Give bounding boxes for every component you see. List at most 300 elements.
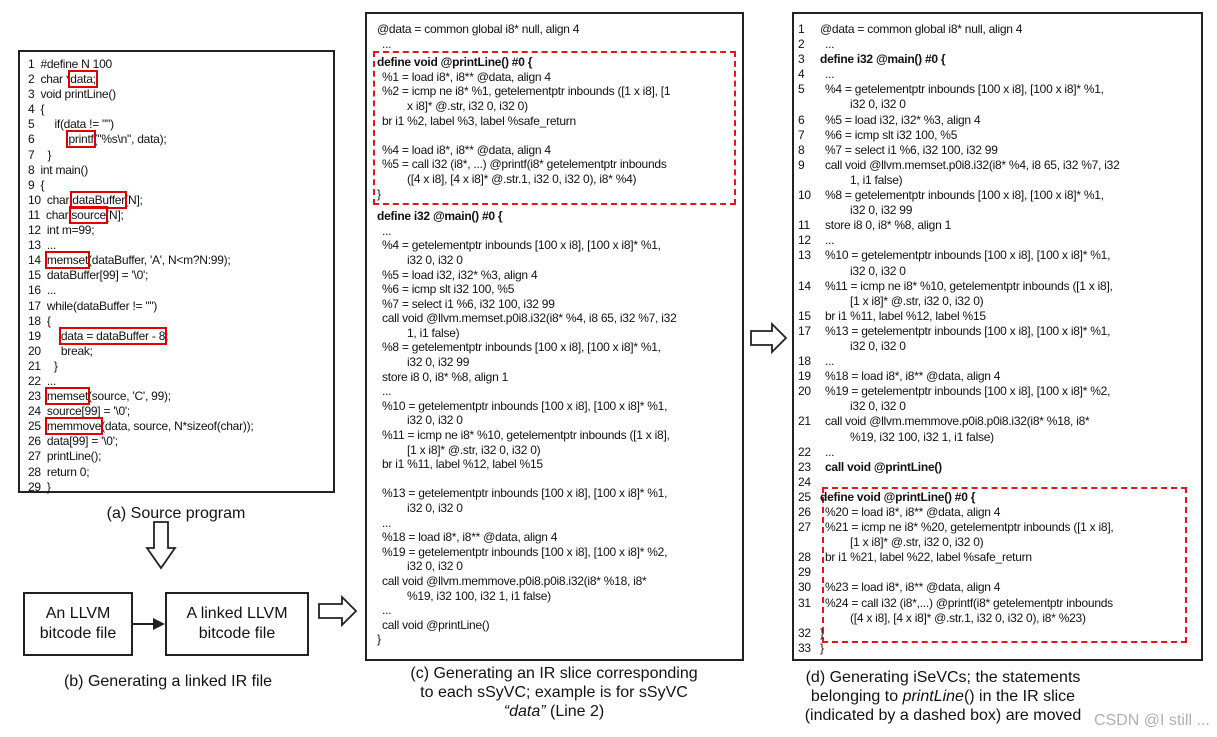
code-text: i32 0, i32 0 — [850, 338, 906, 353]
code-line — [377, 413, 742, 428]
code-text — [47, 480, 51, 494]
code-text — [47, 359, 58, 373]
line-number: 29 — [798, 565, 811, 580]
code-text: %4 = getelementptr inbounds [100 x i8], [100 x i8]* %1, — [382, 238, 661, 253]
code-text — [40, 87, 115, 101]
code-line — [798, 384, 1201, 399]
code-line — [798, 203, 1201, 218]
code-line — [798, 218, 1201, 233]
code-line — [798, 158, 1201, 173]
code-text: ... — [825, 67, 835, 82]
code-line — [798, 445, 1201, 460]
caption-d-line3: (indicated by a dashed box) are moved — [804, 707, 1082, 724]
code-text: %20 = load i8*, i8** @data, align 4 — [825, 505, 1001, 519]
code-text: %1 = load i8*, i8** @data, align 4 — [382, 69, 551, 84]
code-text — [47, 329, 168, 343]
caption-d — [796, 668, 1090, 725]
code-line — [377, 589, 742, 604]
code-line — [28, 419, 333, 434]
code-line — [28, 102, 333, 117]
line-number: 11 — [798, 218, 810, 233]
code-text: ([4 x i8], [4 x i8]* @.str.1, i32 0, i32 0), i8* %4) — [407, 171, 637, 186]
line-number: 3 — [28, 87, 35, 102]
code-line — [377, 114, 742, 129]
code-segment: ; — [165, 328, 169, 343]
code-line — [798, 520, 1201, 535]
line-number: 1 — [798, 22, 805, 36]
code-line — [377, 370, 742, 385]
code-line — [798, 505, 1201, 520]
code-text — [47, 193, 143, 207]
code-text: ... — [382, 36, 392, 51]
code-line — [28, 465, 333, 480]
code-line — [377, 472, 742, 487]
code-text: ... — [825, 233, 835, 248]
code-segment: } — [47, 147, 52, 162]
llvm-bitcode-box — [23, 592, 133, 656]
line-number: 15 — [798, 308, 811, 323]
code-line — [377, 282, 742, 297]
code-text: @data = common global i8* null, align 4 — [820, 22, 1023, 36]
line-number: 25 — [28, 419, 41, 434]
line-number: 26 — [28, 434, 41, 449]
code-text — [46, 208, 124, 222]
code-line — [798, 233, 1201, 248]
line-number: 1 — [28, 57, 35, 71]
code-text: %18 = load i8*, i8** @data, align 4 — [825, 369, 1001, 384]
code-text — [47, 389, 171, 403]
code-segment: (dataBuffer, 'A', N<m?N:99); — [88, 253, 231, 268]
line-number: 14 — [28, 253, 41, 268]
code-text: %8 = getelementptr inbounds [100 x i8], [100 x i8]* %1, — [825, 188, 1104, 203]
code-text — [40, 178, 44, 192]
code-text — [47, 344, 93, 358]
highlighted-token: data; — [70, 72, 96, 87]
code-line — [377, 457, 742, 472]
code-text: call void @llvm.memset.p0i8.i32(i8* %4, i8 65, i32 %7, i32 — [825, 157, 1120, 172]
code-line — [798, 173, 1201, 188]
caption-c-line2: to each sSyVC; example is for sSyVC — [420, 684, 688, 701]
code-segment: [N]; — [124, 192, 143, 207]
llvm-bitcode-label: An LLVM bitcode file — [39, 605, 117, 642]
code-line — [798, 354, 1201, 369]
code-line — [798, 641, 1201, 656]
code-line — [798, 550, 1201, 565]
code-text: i32 0, i32 99 — [407, 355, 470, 370]
right-open-arrow-icon — [318, 596, 358, 626]
code-line — [377, 384, 742, 399]
code-text: i32 0, i32 0 — [407, 252, 463, 267]
code-line — [28, 389, 333, 404]
code-text — [47, 253, 231, 267]
line-number: 20 — [28, 343, 41, 358]
line-number: 18 — [798, 354, 811, 369]
code-line — [28, 329, 333, 344]
code-line — [377, 574, 742, 589]
code-line — [377, 297, 742, 312]
line-number: 28 — [798, 550, 811, 565]
code-text: call void @llvm.memmove.p0i8.p0i8.i32(i8* %18, i8* — [382, 573, 647, 588]
line-number: 24 — [798, 474, 811, 489]
code-text: x i8]* @.str, i32 0, i32 0) — [407, 98, 528, 113]
code-line — [798, 580, 1201, 595]
code-text: %7 = select i1 %6, i32 100, i32 99 — [825, 142, 998, 157]
code-text: %21 = icmp ne i8* %20, getelementptr inbounds ([1 x i8], — [825, 520, 1114, 535]
code-segment: ... — [46, 238, 57, 253]
code-segment: ... — [46, 373, 57, 388]
code-text: %24 = call i32 (i8*,...) @printf(i8* getelementptr inbounds — [825, 595, 1113, 610]
code-line — [798, 294, 1201, 309]
code-line — [798, 490, 1201, 505]
caption-c-line1: (c) Generating an IR slice corresponding — [410, 665, 698, 682]
code-segment: (data, source, N*sizeof(char)); — [101, 419, 254, 434]
code-text: %4 = load i8*, i8** @data, align 4 — [382, 142, 551, 157]
line-number: 21 — [28, 358, 41, 373]
line-number: 12 — [798, 233, 811, 248]
caption-d-pre: belonging to — [810, 688, 903, 705]
line-number: 18 — [28, 313, 41, 328]
code-text — [47, 314, 51, 328]
code-line — [28, 238, 333, 253]
caption-d-line1: (d) Generating iSeVCs; the statements — [805, 669, 1081, 686]
code-segment: dataBuffer[99] = '\0'; — [46, 268, 149, 283]
code-line — [377, 486, 742, 501]
code-text: i32 0, i32 0 — [850, 263, 906, 278]
code-line — [377, 559, 742, 574]
code-text — [47, 465, 89, 479]
code-segment: } — [53, 358, 58, 373]
code-line — [28, 132, 333, 147]
line-number: 12 — [28, 223, 41, 238]
code-text: define i32 @main() #0 { — [820, 52, 946, 67]
code-text: } — [377, 186, 381, 201]
code-line — [798, 113, 1201, 128]
line-number: 6 — [28, 132, 35, 147]
code-text: %18 = load i8*, i8** @data, align 4 — [382, 530, 558, 545]
code-line — [798, 188, 1201, 203]
code-text: ... — [382, 603, 392, 618]
code-line — [798, 279, 1201, 294]
code-text: } — [820, 640, 824, 655]
code-line — [377, 530, 742, 545]
code-text: ... — [382, 223, 392, 238]
code-text: %19, i32 100, i32 1, i1 false) — [407, 588, 551, 603]
code-text — [47, 223, 94, 237]
code-text: define void @printLine() #0 { — [820, 489, 976, 504]
code-line — [798, 128, 1201, 143]
code-text: 1, i1 false) — [407, 325, 460, 340]
isevc-panel — [792, 12, 1203, 661]
line-number: 5 — [798, 82, 805, 97]
line-number: 8 — [28, 162, 35, 177]
code-line — [28, 314, 333, 329]
code-text — [47, 419, 254, 433]
code-line — [28, 163, 333, 178]
caption-c-emphasis: “data” — [503, 703, 546, 720]
code-segment: char — [45, 207, 72, 222]
code-text: %11 = icmp ne i8* %10, getelementptr inbounds ([1 x i8], — [382, 428, 670, 443]
code-segment: return 0; — [46, 464, 90, 479]
code-segment: char * — [40, 72, 71, 87]
code-block — [377, 22, 742, 51]
code-text — [47, 283, 56, 297]
code-block — [798, 22, 1201, 490]
code-segment: source[99] = '\0'; — [46, 404, 130, 419]
code-text: call void @printLine() — [382, 617, 490, 632]
code-line — [377, 143, 742, 158]
watermark: CSDN @I still ... — [1094, 712, 1210, 729]
code-text — [40, 117, 113, 131]
code-text: } — [820, 625, 824, 640]
code-text — [47, 268, 148, 282]
code-line — [377, 238, 742, 253]
code-segment: int main() — [40, 162, 88, 177]
code-line — [377, 428, 742, 443]
code-line — [28, 117, 333, 132]
code-text — [47, 374, 56, 388]
code-text: br i1 %2, label %3, label %safe_return — [382, 113, 576, 128]
ir-slice-panel — [365, 12, 744, 661]
line-number: 13 — [798, 248, 811, 263]
code-line — [28, 374, 333, 389]
code-text: ... — [825, 354, 835, 369]
code-line — [377, 355, 742, 370]
code-line — [28, 404, 333, 419]
code-text: %19, i32 100, i32 1, i1 false) — [850, 429, 994, 444]
code-line — [377, 22, 742, 37]
linked-llvm-bitcode-box — [165, 592, 309, 656]
code-text — [40, 148, 51, 162]
code-text: define i32 @main() #0 { — [377, 209, 503, 224]
line-number: 2 — [798, 37, 805, 52]
dashed-box-printline — [798, 490, 1201, 641]
source-program-panel — [18, 50, 335, 493]
code-text: %6 = icmp slt i32 100, %5 — [382, 282, 515, 297]
code-line — [798, 565, 1201, 580]
caption-c — [374, 664, 734, 721]
caption-b: (b) Generating a linked IR file — [63, 673, 273, 690]
caption-d-post: () in the IR slice — [963, 688, 1076, 705]
highlighted-token: source — [71, 207, 106, 222]
code-line — [28, 253, 333, 268]
code-text: ... — [382, 384, 392, 399]
line-number: 10 — [798, 188, 811, 203]
code-segment: void printLine() — [40, 87, 116, 102]
line-number: 19 — [28, 328, 41, 343]
line-number: 7 — [28, 147, 35, 162]
code-text: br i1 %11, label %12, label %15 — [825, 308, 986, 323]
code-segment: ... — [46, 283, 57, 298]
right-open-arrow-icon — [750, 323, 788, 353]
code-line — [377, 37, 742, 52]
line-number: 21 — [798, 414, 811, 429]
code-line — [798, 339, 1201, 354]
code-line — [377, 501, 742, 516]
code-text: %5 = call i32 (i8*, ...) @printf(i8* getelementptr inbounds — [382, 157, 667, 172]
line-number: 4 — [28, 102, 35, 117]
code-line — [377, 70, 742, 85]
code-line — [798, 596, 1201, 611]
line-number: 14 — [798, 278, 811, 293]
line-number: 23 — [798, 459, 811, 474]
code-line — [377, 326, 742, 341]
code-segment: data[99] = '\0'; — [46, 434, 118, 449]
code-line — [377, 340, 742, 355]
code-line — [377, 618, 742, 633]
line-number: 23 — [28, 389, 41, 404]
code-text: %2 = icmp ne i8* %1, getelementptr inbounds ([1 x i8], [1 — [382, 84, 671, 99]
code-text: ... — [825, 37, 835, 52]
caption-c-line3 — [374, 702, 734, 721]
line-number: 16 — [28, 283, 41, 298]
code-text — [40, 72, 95, 86]
code-text: @data = common global i8* null, align 4 — [377, 22, 580, 36]
code-text: %5 = load i32, i32* %3, align 4 — [382, 267, 538, 282]
code-line — [377, 55, 742, 70]
code-line — [28, 344, 333, 359]
code-text: %11 = icmp ne i8* %10, getelementptr inbounds ([1 x i8], — [825, 278, 1113, 293]
code-segment: } — [46, 479, 51, 494]
line-number: 27 — [28, 449, 41, 464]
line-number: 17 — [28, 298, 41, 313]
code-line — [377, 128, 742, 143]
line-number: 2 — [28, 72, 35, 87]
code-line — [377, 443, 742, 458]
code-line — [798, 143, 1201, 158]
code-line — [28, 223, 333, 238]
code-text: [1 x i8]* @.str, i32 0, i32 0) — [407, 442, 541, 457]
line-number: 24 — [28, 404, 41, 419]
line-number: 26 — [798, 505, 811, 519]
caption-a: (a) Source program — [106, 505, 246, 522]
linked-llvm-bitcode-label: A linked LLVM bitcode file — [186, 605, 288, 642]
code-text: br i1 %21, label %22, label %safe_return — [825, 550, 1032, 565]
code-text: store i8 0, i8* %8, align 1 — [825, 218, 951, 233]
line-number: 31 — [798, 595, 811, 610]
caption-d-line2 — [796, 687, 1090, 706]
code-line — [798, 324, 1201, 339]
code-line — [798, 248, 1201, 263]
code-line — [28, 434, 333, 449]
right-arrow-icon — [133, 616, 166, 632]
code-line — [798, 626, 1201, 641]
code-line — [377, 99, 742, 114]
code-line — [28, 72, 333, 87]
code-line — [377, 224, 742, 239]
code-line — [798, 369, 1201, 384]
code-text — [47, 404, 130, 418]
code-line — [798, 52, 1201, 67]
code-text: %6 = icmp slt i32 100, %5 — [825, 127, 958, 142]
code-segment: #define N 100 — [40, 57, 112, 71]
code-segment: while(dataBuffer != "") — [46, 298, 158, 313]
code-line — [28, 208, 333, 223]
code-text — [47, 434, 118, 448]
code-text: [1 x i8]* @.str, i32 0, i32 0) — [850, 293, 984, 308]
code-text: %4 = getelementptr inbounds [100 x i8], [100 x i8]* %1, — [825, 82, 1104, 97]
line-number: 4 — [798, 67, 805, 82]
code-line — [798, 67, 1201, 82]
line-number: 27 — [798, 520, 811, 535]
line-number: 17 — [798, 323, 811, 338]
code-line — [28, 359, 333, 374]
code-line — [28, 148, 333, 163]
code-segment: break; — [60, 343, 93, 358]
code-line — [377, 84, 742, 99]
line-number: 33 — [798, 640, 811, 655]
line-number: 25 — [798, 489, 811, 504]
down-arrow-icon — [146, 520, 176, 570]
line-number: 9 — [28, 177, 35, 192]
code-text: store i8 0, i8* %8, align 1 — [382, 369, 508, 384]
code-line — [798, 264, 1201, 279]
code-block — [377, 209, 742, 647]
highlighted-token: memset — [46, 253, 89, 268]
code-segment: { — [40, 102, 45, 117]
code-text: call void @printLine() — [825, 459, 942, 474]
code-line — [377, 187, 742, 202]
line-number: 10 — [28, 192, 41, 207]
line-number: 9 — [798, 157, 805, 172]
code-line — [28, 299, 333, 314]
code-text: [1 x i8]* @.str, i32 0, i32 0) — [850, 535, 984, 550]
code-line — [377, 399, 742, 414]
line-number: 13 — [28, 238, 41, 253]
code-segment: printLine(); — [46, 449, 102, 464]
code-line — [798, 430, 1201, 445]
code-segment: if(data != "") — [54, 117, 114, 132]
dashed-box-printline — [373, 54, 742, 202]
code-text: 1, i1 false) — [850, 172, 903, 187]
code-text: %19 = getelementptr inbounds [100 x i8], [100 x i8]* %2, — [825, 384, 1111, 399]
code-line — [28, 87, 333, 102]
code-segment: { — [46, 313, 51, 328]
code-text — [47, 238, 56, 252]
code-text: define void @printLine() #0 { — [377, 55, 533, 70]
line-number: 28 — [28, 464, 41, 479]
highlighted-token: memset — [46, 389, 89, 404]
code-text: %10 = getelementptr inbounds [100 x i8], [100 x i8]* %1, — [825, 248, 1111, 263]
highlighted-token: data = dataBuffer - 8 — [60, 328, 166, 343]
code-line — [798, 22, 1201, 37]
line-number: 5 — [28, 117, 35, 132]
code-text: %5 = load i32, i32* %3, align 4 — [825, 112, 981, 127]
code-line — [377, 253, 742, 268]
code-line — [377, 516, 742, 531]
code-text: i32 0, i32 0 — [850, 97, 906, 112]
code-line — [377, 632, 742, 647]
line-number: 8 — [798, 142, 805, 157]
code-line — [798, 97, 1201, 112]
code-segment: ("%s\n", data); — [93, 132, 167, 147]
code-text: call void @llvm.memmove.p0i8.p0i8.i32(i8* %18, i8* — [825, 414, 1090, 429]
code-block — [798, 641, 1201, 656]
code-text — [40, 132, 166, 146]
code-line — [28, 480, 333, 495]
code-segment: (source, 'C', 99); — [88, 389, 171, 404]
code-text: ... — [382, 515, 392, 530]
code-line — [798, 414, 1201, 429]
code-text: i32 0, i32 0 — [850, 399, 906, 414]
code-line — [28, 57, 333, 72]
code-line — [798, 535, 1201, 550]
code-segment: int m=99; — [46, 223, 95, 238]
code-text — [40, 163, 88, 177]
line-number: 22 — [798, 444, 811, 459]
line-number: 7 — [798, 127, 805, 142]
line-number: 29 — [28, 479, 41, 494]
code-line — [377, 545, 742, 560]
